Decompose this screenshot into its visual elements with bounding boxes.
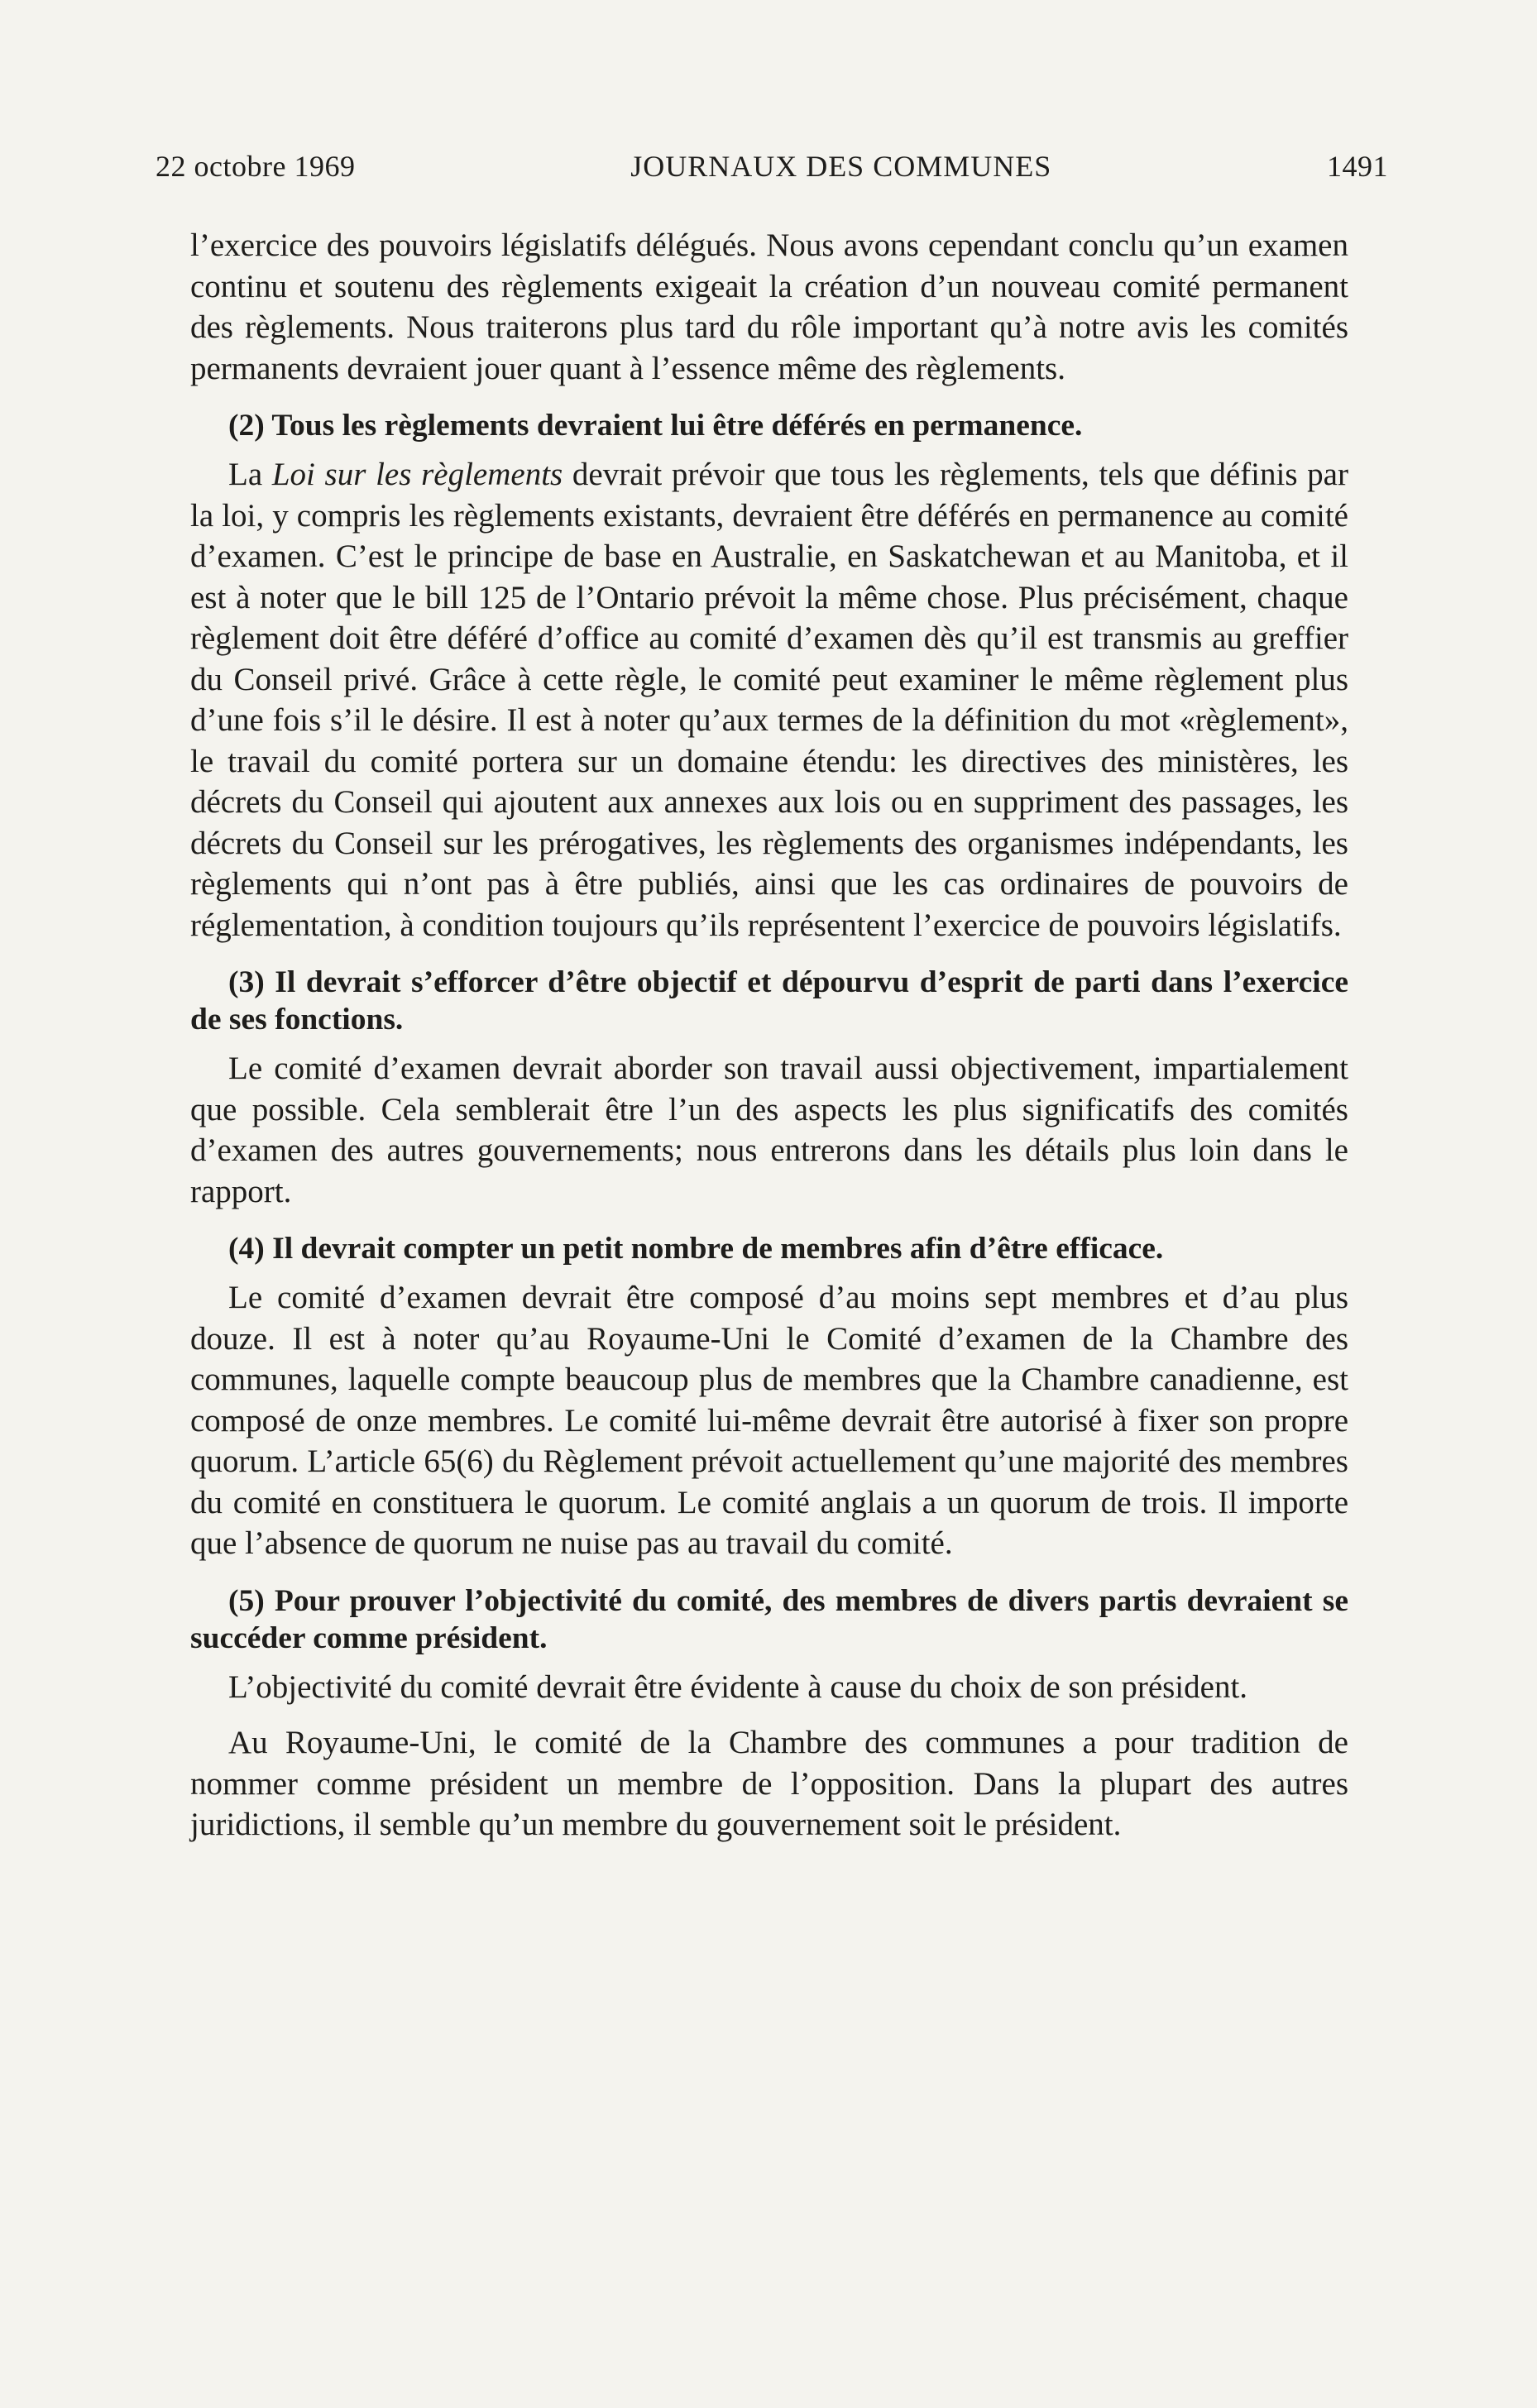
section-heading-5: (5) Pour prouver l’objectivité du comité, des membres de divers partis devraient se succéder comme président.: [190, 1583, 1348, 1655]
header-page-number: 1491: [1326, 150, 1388, 183]
paragraph-section-3: Le comité d’examen devrait aborder son travail aussi objectivement, impartialement que possible. Cela semblerait être l’un des aspects les plus significatifs des comités d’examen des autres gouvernements; nous entrerons dans les détails plus loin dans le rapport.: [190, 1051, 1348, 1209]
paragraph-section-2-lead: La: [228, 457, 272, 492]
section-heading-2: (2) Tous les règlements devraient lui être déférés en permanence.: [228, 409, 1083, 443]
paragraph-section-2-text: devrait prévoir que tous les règlements, tels que définis par la loi, y compris les règlements existants, devraient être déférés en permanence au comité d’examen. C’est le principe de base en Australie, en Saskatchewan et au Manitoba, et il est à noter que le bill 125 de l’Ontario prévoit la même chose. Plus précisément, chaque règlement doit être déféré d’office au comité d’examen dès qu’il est transmis au greffier du Conseil privé. Grâce à cette règle, le comité peut examiner le même règlement plus d’une fois s’il le désire. Il est à noter qu’aux termes de la définition du mot «règlement», le travail du comité portera sur un domaine étendu: les directives des ministères, les décrets du Conseil qui ajoutent aux annexes aux lois ou en suppriment des passages, les décrets du Conseil sur les prérogatives, les règlements des organismes indépendants, les règlements qui n’ont pas à être publiés, ainsi que les cas ordinaires de pouvoirs de réglementation, à condition toujours qu’ils représentent l’exercice de pouvoirs législatifs.: [190, 457, 1348, 943]
paragraph-section-4: Le comité d’examen devrait être composé d’au moins sept membres et d’au plus douze. Il est à noter qu’au Royaume-Uni le Comité d’examen de la Chambre des communes, laquelle compte beaucoup plus de membres que la Chambre canadienne, est composé de onze membres. Le comité lui-même devrait être autorisé à fixer son propre quorum. L’article 65(6) du Règlement prévoit actuellement qu’une majorité des membres du comité en constituera le quorum. Le comité anglais a un quorum de trois. Il importe que l’absence de quorum ne nuise pas au travail du comité.: [190, 1280, 1348, 1561]
paragraph-section-5b: Au Royaume-Uni, le comité de la Chambre des communes a pour tradition de nommer comme président un membre de l’opposition. Dans la plupart des autres juridictions, il semble qu’un membre du gouvernement soit le président.: [190, 1725, 1348, 1842]
section-heading-4: (4) Il devrait compter un petit nombre de membres afin d’être efficace.: [228, 1232, 1164, 1266]
paragraph-continuation: l’exercice des pouvoirs législatifs délégués. Nous avons cependant conclu qu’un examen continu et soutenu des règlements exigeait la création d’un nouveau comité permanent des règlements. Nous traiterons plus tard du rôle important qu’à notre avis les comités permanents devraient jouer quant à l’essence même des règlements.: [190, 227, 1348, 386]
document-page: [156, 149, 1388, 1845]
document-body: [190, 225, 1348, 1845]
paragraph-section-5a: L’objectivité du comité devrait être évidente à cause du choix de son président.: [228, 1668, 1248, 1705]
law-title-italic: Loi sur les règlements: [271, 457, 563, 492]
section-heading-3: (3) Il devrait s’efforcer d’être objectif et dépourvu d’esprit de parti dans l’exercice de ses fonctions.: [190, 965, 1348, 1036]
header-date: 22 octobre 1969: [156, 150, 356, 183]
paragraph-section-2: [190, 454, 1348, 945]
header-journal-title: JOURNAUX DES COMMUNES: [630, 150, 1052, 183]
running-header: [156, 149, 1388, 184]
